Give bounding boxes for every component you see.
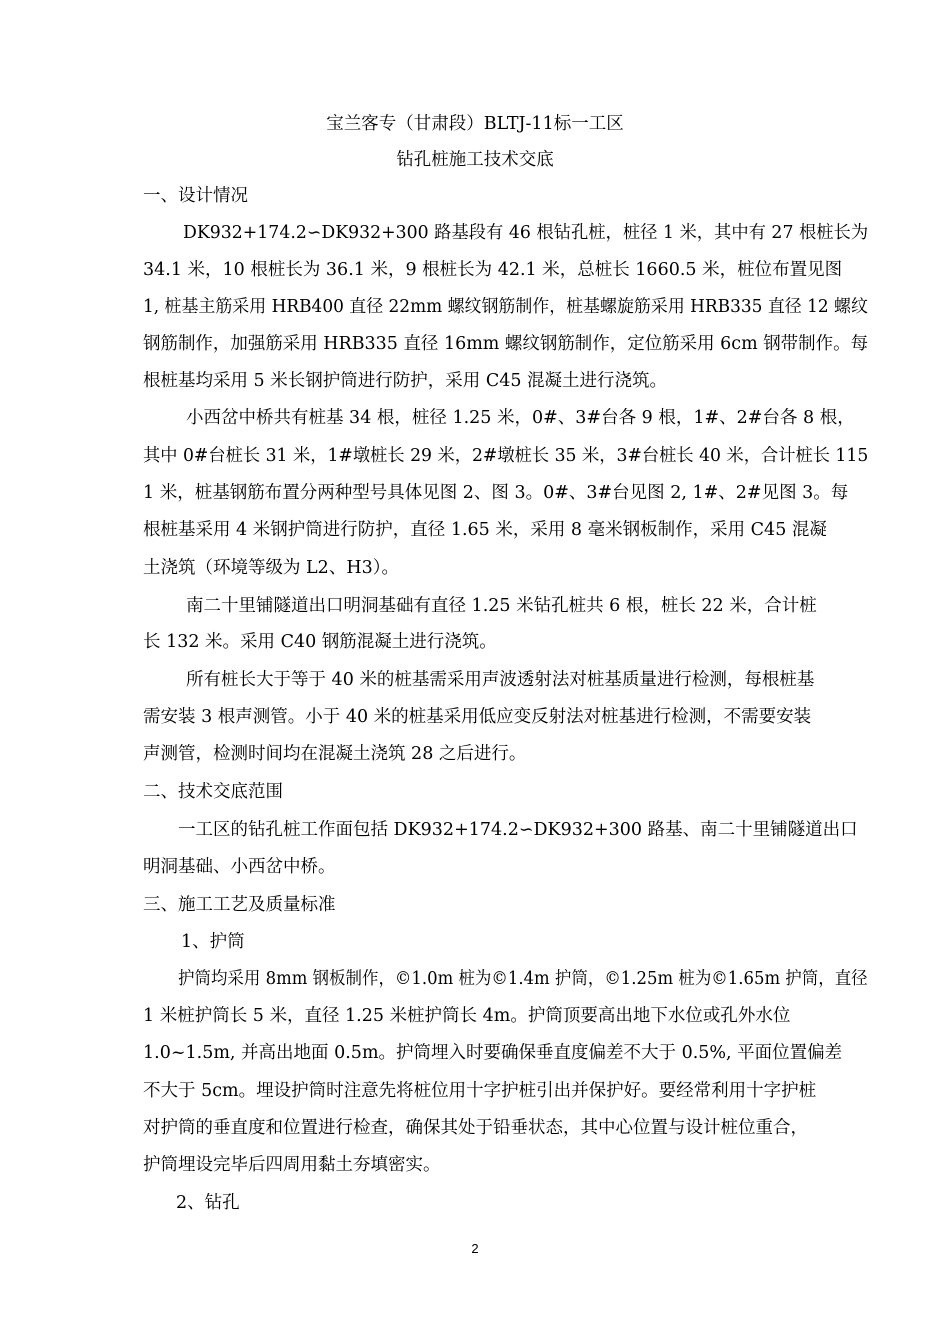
paragraph-line: 根桩基采用 4 米钢护筒进行防护，直径 1.65 米，采用 8 毫米钢板制作，采用 C45 混凝 <box>143 520 827 540</box>
paragraph-line: 需安装 3 根声测管。小于 40 米的桩基采用低应变反射法对桩基进行检测，不需要安装 <box>143 707 812 727</box>
paragraph-line: 小西岔中桥共有桩基 34 根，桩径 1.25 米，0#、3#台各 9 根，1#、2#台各 8 根， <box>186 408 855 428</box>
paragraph-line: 一工区的钻孔桩工作面包括 DK932+174.2∽DK932+300 路基、南二十里铺隧道出口 <box>178 820 858 840</box>
paragraph-line: 1 米桩护筒长 5 米，直径 1.25 米桩护筒长 4m。护筒顶要高出地下水位或孔外水位 <box>143 1006 791 1026</box>
subsection-heading-drilling: 2、钻孔 <box>176 1193 240 1213</box>
section-heading-design: 一、设计情况 <box>143 186 248 206</box>
paragraph-line: 长 132 米。采用 C40 钢筋混凝土进行浇筑。 <box>143 632 497 652</box>
paragraph-line: 护筒均采用 8mm 钢板制作，©1.0m 桩为©1.4m 护筒，©1.25m 桩为©1.65m 护筒，直径 <box>178 969 868 989</box>
section-heading-process: 三、施工工艺及质量标准 <box>143 895 336 915</box>
paragraph-line: 34.1 米，10 根桩长为 36.1 米，9 根桩长为 42.1 米，总桩长 1660.5 米，桩位布置见图 <box>143 260 843 280</box>
section-heading-scope: 二、技术交底范围 <box>143 782 283 802</box>
paragraph-line: 对护筒的垂直度和位置进行检查，确保其处于铅垂状态，其中心位置与设计桩位重合， <box>143 1118 808 1138</box>
page-number: 2 <box>471 1241 479 1256</box>
paragraph-line: 明洞基础、小西岔中桥。 <box>143 857 336 877</box>
document-title: 宝兰客专（甘肃段）BLTJ-11标一工区 <box>326 114 624 134</box>
paragraph-line: 所有桩长大于等于 40 米的桩基需采用声波透射法对桩基质量进行检测，每根桩基 <box>186 670 815 690</box>
paragraph-line: 1, 桩基主筋采用 HRB400 直径 22mm 螺纹钢筋制作，桩基螺旋筋采用 HRB335 直径 12 螺纹 <box>143 297 868 317</box>
paragraph-line: 钢筋制作，加强筋采用 HRB335 直径 16mm 螺纹钢筋制作，定位筋采用 6cm 钢带制作。每 <box>143 334 869 354</box>
paragraph-line: 其中 0#台桩长 31 米，1#墩桩长 29 米，2#墩桩长 35 米，3#台桩长 40 米，合计桩长 115 <box>143 446 869 466</box>
paragraph-line: 不大于 5cm。埋设护筒时注意先将桩位用十字护桩引出并保护好。要经常利用十字护桩 <box>143 1081 817 1101</box>
paragraph-line: 声测管，检测时间均在混凝土浇筑 28 之后进行。 <box>143 744 527 764</box>
paragraph-line: 1.0~1.5m, 并高出地面 0.5m。护筒埋入时要确保垂直度偏差不大于 0.5%, 平面位置偏差 <box>143 1043 843 1063</box>
paragraph-line: 1 米，桩基钢筋布置分两种型号具体见图 2、图 3。0#、3#台见图 2, 1#、2#见图 3。每 <box>143 483 849 503</box>
paragraph-line: 护筒埋设完毕后四周用黏土夯填密实。 <box>143 1155 441 1175</box>
subsection-heading-casing: 1、护筒 <box>181 932 245 952</box>
paragraph-line: 土浇筑（环境等级为 L2、H3）。 <box>143 558 399 578</box>
paragraph-line: 南二十里铺隧道出口明洞基础有直径 1.25 米钻孔桩共 6 根，桩长 22 米，合计桩 <box>186 596 817 616</box>
document-subtitle: 钻孔桩施工技术交底 <box>396 150 554 170</box>
paragraph-line: DK932+174.2∽DK932+300 路基段有 46 根钻孔桩，桩径 1 米，其中有 27 根桩长为 <box>183 223 869 243</box>
paragraph-line: 根桩基均采用 5 米长钢护筒进行防护，采用 C45 混凝土进行浇筑。 <box>143 371 668 391</box>
